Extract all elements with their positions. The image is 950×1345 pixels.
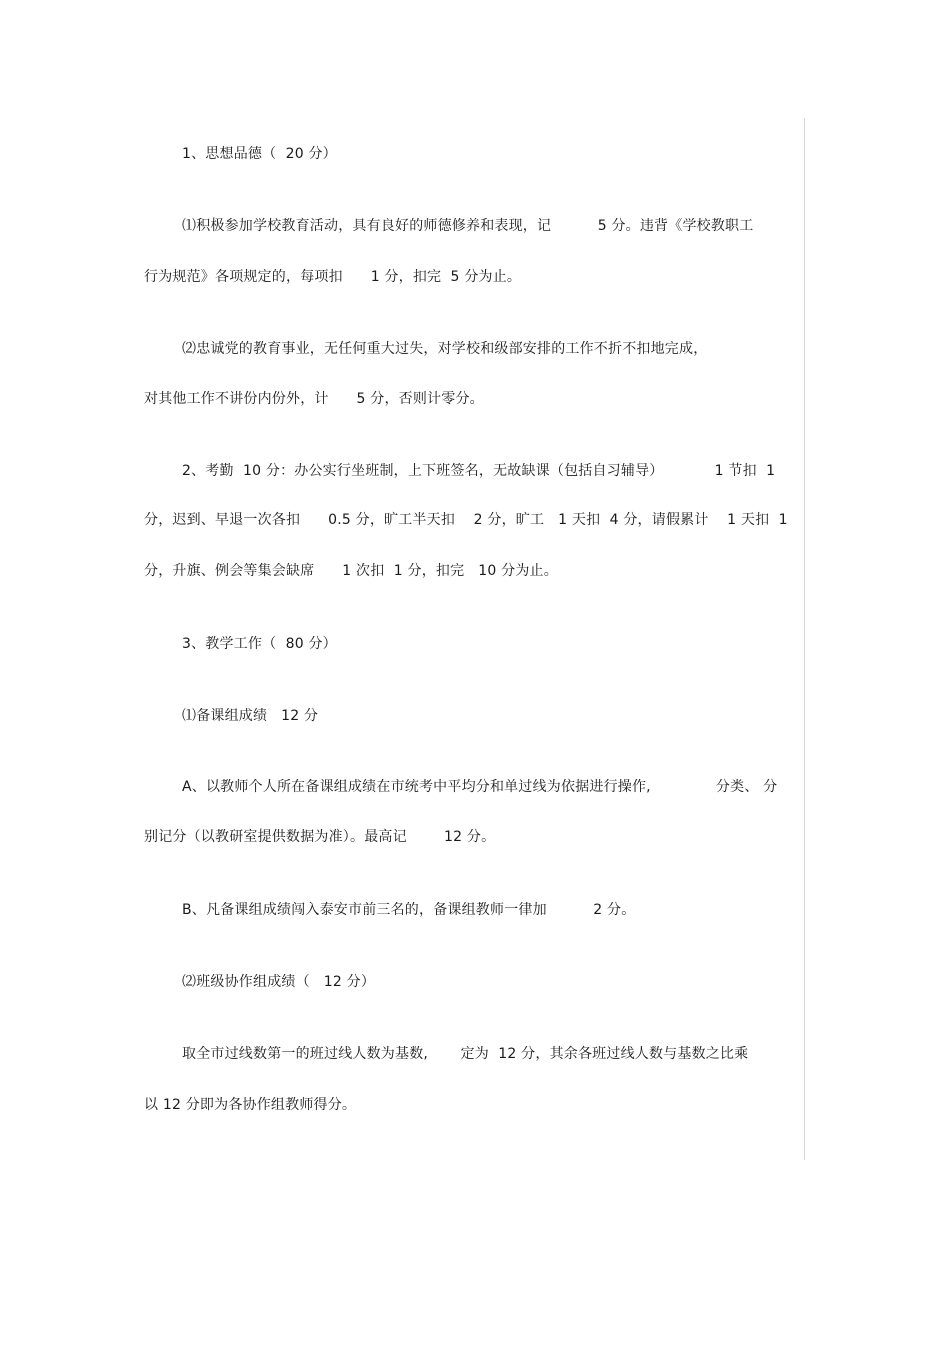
paragraph-line: B、凡备课组成绩闯入泰安市前三名的，备课组教师一律加 2 分。 (182, 902, 636, 918)
section-heading-teaching: 3、教学工作（ 80 分） (182, 636, 337, 652)
subsection-heading: ⑴备课组成绩 12 分 (182, 708, 319, 724)
subsection-heading: ⑵班级协作组成绩（ 12 分） (182, 974, 376, 990)
paragraph-line: ⑵忠诚党的教育事业，无任何重大过失，对学校和级部安排的工作不折不扣地完成， (182, 341, 708, 357)
paragraph-line: 对其他工作不讲份内份外，计 5 分，否则计零分。 (144, 391, 484, 407)
paragraph-line: 别记分（以教研室提供数据为准）。最高记 12 分。 (144, 829, 496, 845)
section-heading-attendance: 2、考勤 10 分：办公实行坐班制，上下班签名，无故缺课（包括自习辅导） 1 节扣 1 (182, 463, 776, 479)
paragraph-line: A、以教师个人所在备课组成绩在市统考中平均分和单过线为依据进行操作, 分类、 分 (182, 779, 778, 795)
page-edge-rule (804, 118, 805, 1160)
paragraph-line: 分，升旗、例会等集会缺席 1 次扣 1 分，扣完 10 分为止。 (144, 563, 558, 579)
section-heading-moral: 1、思想品德（ 20 分） (182, 146, 337, 162)
paragraph-line: 分，迟到、早退一次各扣 0.5 分，旷工半天扣 2 分，旷工 1 天扣 4 分，请假累计 1 天扣 1 (144, 512, 788, 528)
paragraph-line: ⑴积极参加学校教育活动，具有良好的师德修养和表现，记 5 分。违背《学校教职工 (182, 218, 754, 234)
paragraph-line: 取全市过线数第一的班过线人数为基数, 定为 12 分，其余各班过线人数与基数之比乘 (182, 1046, 749, 1062)
paragraph-line: 以 12 分即为各协作组教师得分。 (144, 1097, 357, 1113)
paragraph-line: 行为规范》各项规定的，每项扣 1 分，扣完 5 分为止。 (144, 269, 522, 285)
